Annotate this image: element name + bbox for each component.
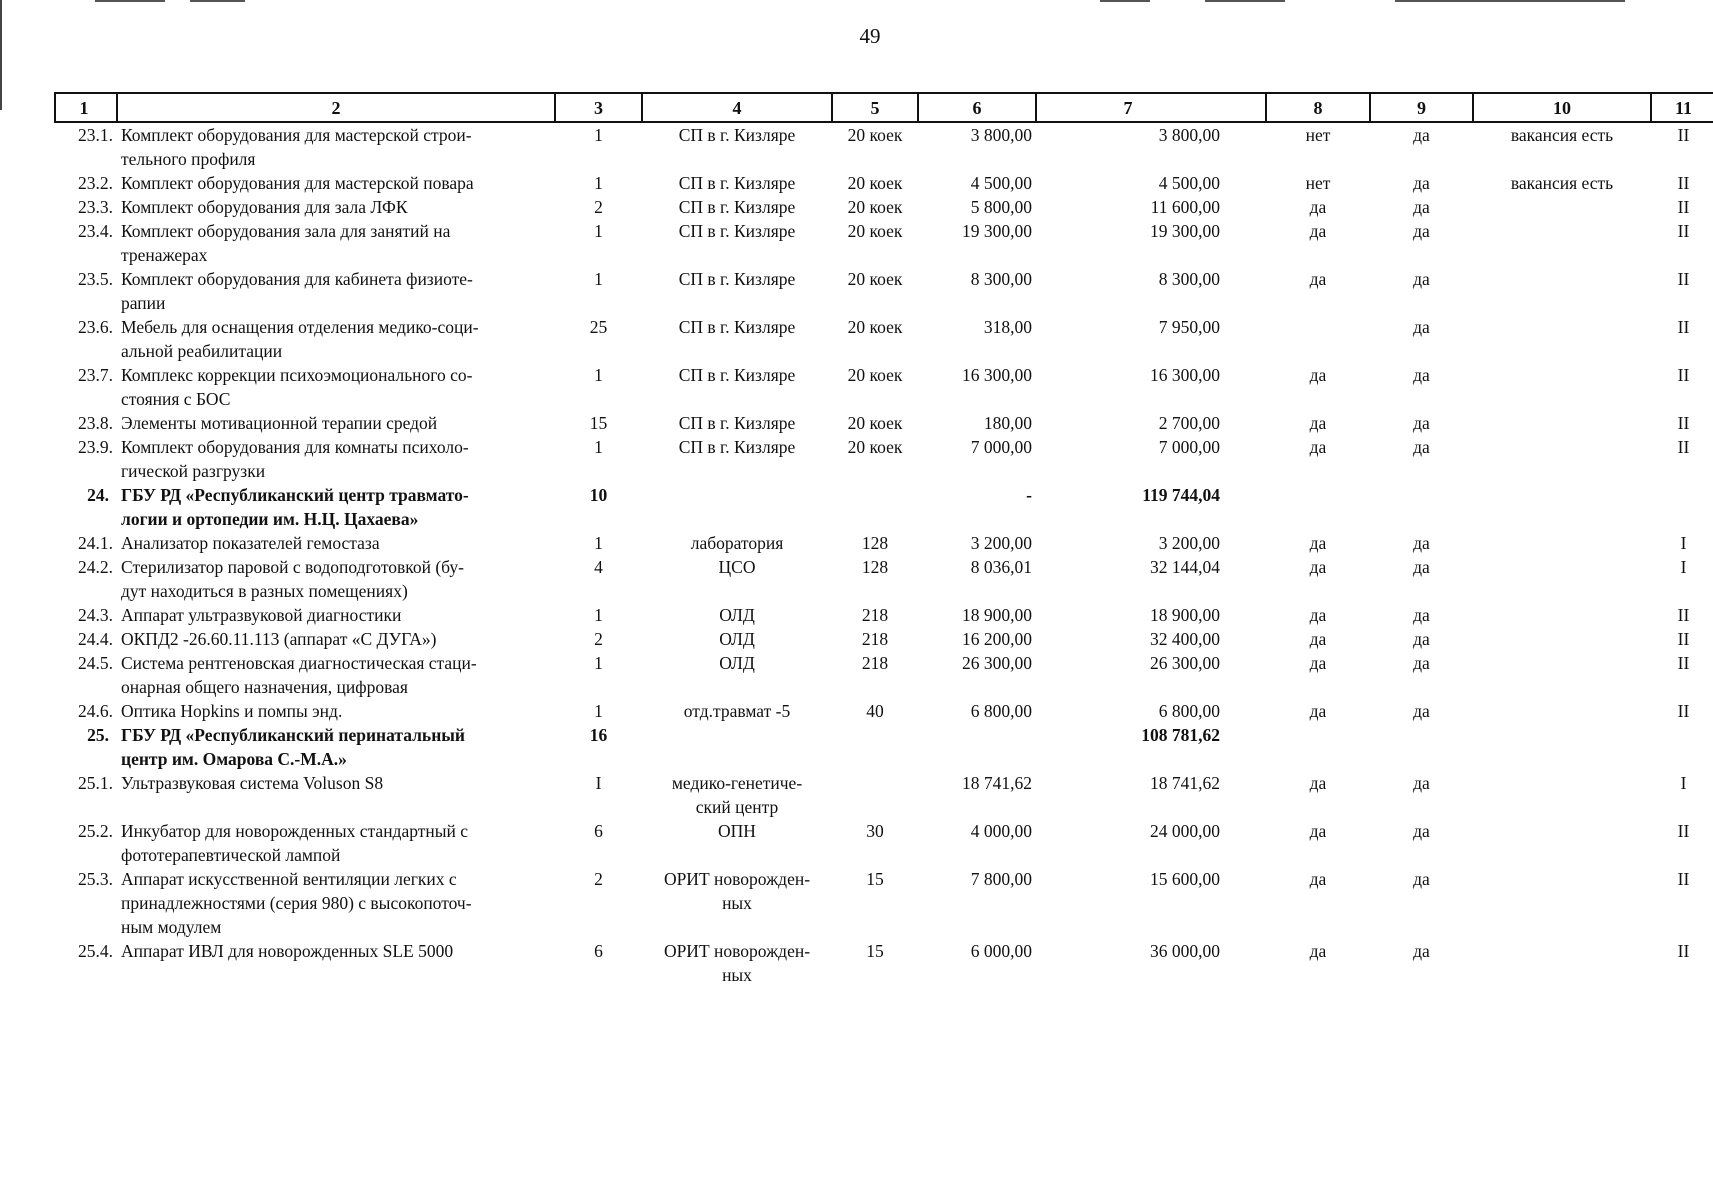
total-cost: 19 300,00 [1150,221,1220,241]
total-cost: 3 800,00 [1158,125,1220,145]
column-9-value [1370,723,1473,771]
top-rule [1205,0,1285,2]
column-8-value: да [1309,437,1327,457]
table-row [55,435,1713,483]
equipment-name: Мебель для оснащения отделения медико-соци- альной реабилитации [121,317,479,361]
column-10-value: вакансия есть [1510,173,1614,193]
department: лаборатория [690,533,784,553]
quantity: 10 [589,485,608,505]
total-cost: 2 700,00 [1158,413,1220,433]
department [642,483,832,531]
department: ОРИТ новорожден- ных [663,941,811,985]
column-8-value: да [1309,629,1327,649]
total-cost: 18 741,62 [1150,773,1220,793]
total-cost: 32 400,00 [1150,629,1220,649]
row-number: 23.3. [78,197,113,217]
unit-price: 19 300,00 [962,221,1032,241]
department: ЦСО [718,557,756,577]
equipment-table-sheet [54,92,1692,987]
column-8-value: да [1309,557,1327,577]
unit-price: 180,00 [983,413,1032,433]
total-cost: 7 000,00 [1158,437,1220,457]
category: II [1677,365,1690,385]
bed-count [832,483,918,531]
equipment-name: ГБУ РД «Республиканский перинатальный центр им. Омарова С.-М.А.» [121,725,466,769]
department: СП в г. Кизляре [678,365,796,385]
table-row [55,771,1713,819]
column-10-value [1473,819,1651,867]
total-cost: 7 950,00 [1158,317,1220,337]
equipment-name: Система рентгеновская диагностическая стаци- онарная общего назначения, цифровая [121,653,477,697]
column-8-value [1266,315,1370,363]
column-9-value: да [1413,629,1430,649]
quantity: 15 [589,413,608,433]
institution-row [55,723,1713,771]
department: ОРИТ новорожден- ных [663,869,811,913]
unit-price: 8 036,01 [970,557,1032,577]
quantity: I [595,773,602,793]
bed-count: 20 коек [847,437,903,457]
category: II [1677,629,1690,649]
category: II [1677,269,1690,289]
total-cost: 8 300,00 [1158,269,1220,289]
column-10-value [1473,555,1651,603]
column-8-value: да [1309,413,1327,433]
column-10-value [1473,483,1651,531]
table-row [55,651,1713,699]
total-cost: 32 144,04 [1150,557,1220,577]
equipment-name: Аппарат ИВЛ для новорожденных SLE 5000 [121,941,454,961]
unit-price: 26 300,00 [962,653,1032,673]
column-9-value: да [1413,173,1430,193]
column-8-value: да [1309,869,1327,889]
top-rule [1100,0,1150,2]
department: СП в г. Кизляре [678,125,796,145]
column-8-value: да [1309,941,1327,961]
equipment-name: Элементы мотивационной терапии средой [121,413,438,433]
column-9-value: да [1413,605,1430,625]
bed-count: 15 [866,941,884,961]
unit-price: 4 500,00 [970,173,1032,193]
table-row [55,867,1713,939]
quantity: 2 [594,869,603,889]
row-number: 23.6. [78,317,113,337]
column-header: 3 [555,93,642,122]
column-header: 10 [1473,93,1651,122]
total-cost: 15 600,00 [1150,869,1220,889]
quantity: 2 [594,629,603,649]
column-10-value [1473,195,1651,219]
table-row [55,699,1713,723]
column-header: 1 [55,93,117,122]
column-8-value: да [1309,605,1327,625]
column-header: 8 [1266,93,1370,122]
unit-price: 4 000,00 [970,821,1032,841]
bed-count: 20 коек [847,413,903,433]
column-8-value: да [1309,773,1327,793]
category: II [1677,197,1690,217]
quantity: 16 [589,725,608,745]
column-8-value: нет [1305,125,1331,145]
unit-price: 18 741,62 [962,773,1032,793]
equipment-name: Комплект оборудования зала для занятий на тренажерах [121,221,451,265]
category: II [1677,701,1690,721]
table-header-row [55,93,1713,122]
row-number: 24.2. [78,557,113,577]
column-9-value: да [1413,773,1430,793]
column-10-value [1473,723,1651,771]
column-header: 2 [117,93,555,122]
column-8-value: да [1309,701,1327,721]
bed-count: 15 [866,869,884,889]
column-9-value [1370,483,1473,531]
column-9-value: да [1413,869,1430,889]
category: II [1677,221,1690,241]
unit-price: 318,00 [983,317,1032,337]
column-9-value: да [1413,821,1430,841]
bed-count: 30 [866,821,884,841]
row-number: 25.1. [78,773,113,793]
department: СП в г. Кизляре [678,437,796,457]
row-number: 24.5. [78,653,113,673]
column-10-value [1473,435,1651,483]
bed-count: 20 коек [847,125,903,145]
bed-count: 218 [861,653,889,673]
total-cost: 36 000,00 [1150,941,1220,961]
category: II [1677,413,1690,433]
table-row [55,531,1713,555]
column-10-value [1473,627,1651,651]
category: II [1677,317,1690,337]
unit-price: 18 900,00 [962,605,1032,625]
quantity: 2 [594,197,603,217]
bed-count: 20 коек [847,173,903,193]
equipment-name: Комплект оборудования для зала ЛФК [121,197,408,217]
unit-price: 3 800,00 [970,125,1032,145]
equipment-name: Комплект оборудования для комнаты психоло- гической разгрузки [121,437,469,481]
category: I [1680,533,1687,553]
column-8-value [1266,723,1370,771]
column-8-value: да [1309,269,1327,289]
table-row [55,363,1713,411]
column-9-value: да [1413,533,1430,553]
row-number: 23.8. [78,413,113,433]
equipment-name: Комплект оборудования для мастерской повара [121,173,474,193]
department: ОЛД [719,653,755,673]
equipment-name: Комплект оборудования для мастерской строи- тельного профиля [121,125,472,169]
department: СП в г. Кизляре [678,413,796,433]
row-number: 25. [87,725,109,745]
table-row [55,411,1713,435]
table-row [55,939,1713,987]
unit-price: 3 200,00 [970,533,1032,553]
column-header: 6 [918,93,1036,122]
column-8-value: да [1309,197,1327,217]
row-number: 25.2. [78,821,113,841]
row-number: 24.4. [78,629,113,649]
column-10-value [1473,699,1651,723]
table-row [55,555,1713,603]
unit-price: - [1026,485,1032,505]
quantity: 25 [589,317,608,337]
quantity: 1 [594,269,603,289]
table-row [55,122,1713,171]
column-header: 9 [1370,93,1473,122]
table-row [55,603,1713,627]
bed-count: 20 коек [847,317,903,337]
column-10-value [1473,267,1651,315]
equipment-name: ГБУ РД «Республиканский центр травмато- логии и ортопедии им. Н.Ц. Цахаева» [121,485,469,529]
row-number: 23.5. [78,269,113,289]
table-row [55,267,1713,315]
department: СП в г. Кизляре [678,197,796,217]
column-10-value [1473,219,1651,267]
bed-count: 128 [861,533,889,553]
bed-count: 20 коек [847,365,903,385]
column-9-value: да [1413,557,1430,577]
table-row [55,819,1713,867]
unit-price: 6 800,00 [970,701,1032,721]
total-cost: 108 781,62 [1141,725,1220,745]
unit-price: 16 300,00 [962,365,1032,385]
column-header: 11 [1651,93,1713,122]
quantity: 1 [594,605,603,625]
category [1651,723,1713,771]
quantity: 1 [594,125,603,145]
column-10-value [1473,531,1651,555]
total-cost: 4 500,00 [1158,173,1220,193]
department: СП в г. Кизляре [678,221,796,241]
department: ОЛД [719,629,755,649]
column-9-value: да [1413,413,1430,433]
top-rule [190,0,245,2]
total-cost: 26 300,00 [1150,653,1220,673]
column-10-value [1473,363,1651,411]
top-rule [1395,0,1625,2]
equipment-name: Аппарат ультразвуковой диагностики [121,605,402,625]
row-number: 23.2. [78,173,113,193]
bed-count [832,771,918,819]
column-8-value: да [1309,365,1327,385]
department: ОПН [718,821,756,841]
department: СП в г. Кизляре [678,173,796,193]
category: I [1680,773,1687,793]
quantity: 6 [594,941,603,961]
category: II [1677,125,1690,145]
total-cost: 3 200,00 [1158,533,1220,553]
quantity: 1 [594,365,603,385]
row-number: 23.1. [78,125,113,145]
column-10-value [1473,603,1651,627]
total-cost: 11 600,00 [1150,197,1220,217]
equipment-name: Оптика Hopkins и помпы энд. [121,701,343,721]
row-number: 24. [87,485,109,505]
column-9-value: да [1413,437,1430,457]
column-8-value: да [1309,221,1327,241]
column-8-value: да [1309,821,1327,841]
column-9-value: да [1413,317,1430,337]
department: отд.травмат -5 [683,701,791,721]
table-row [55,315,1713,363]
row-number: 24.6. [78,701,113,721]
unit-price: 6 000,00 [970,941,1032,961]
bed-count: 128 [861,557,889,577]
table-body [55,122,1713,987]
equipment-name: Инкубатор для новорожденных стандартный с фототерапевтической лампой [121,821,469,865]
column-10-value: вакансия есть [1510,125,1614,145]
equipment-name: Ультразвуковая система Voluson S8 [121,773,384,793]
quantity: 4 [594,557,603,577]
category: II [1677,869,1690,889]
equipment-name: Комплект оборудования для кабинета физиоте- рапии [121,269,473,313]
column-10-value [1473,867,1651,939]
bed-count: 218 [861,629,889,649]
equipment-name: Комплекс коррекции психоэмоционального со- стояния с БОС [121,365,473,409]
column-9-value: да [1413,197,1430,217]
equipment-name: ОКПД2 -26.60.11.113 (аппарат «С ДУГА») [121,629,437,649]
row-number: 25.3. [78,869,113,889]
category: II [1677,173,1690,193]
total-cost: 24 000,00 [1150,821,1220,841]
total-cost: 16 300,00 [1150,365,1220,385]
bed-count: 20 коек [847,197,903,217]
column-9-value: да [1413,701,1430,721]
column-header: 7 [1036,93,1266,122]
unit-price: 8 300,00 [970,269,1032,289]
category: II [1677,653,1690,673]
department: СП в г. Кизляре [678,317,796,337]
equipment-name: Стерилизатор паровой с водоподготовкой (бу- дут находиться в разных помещениях) [121,557,464,601]
total-cost: 18 900,00 [1150,605,1220,625]
table-row [55,627,1713,651]
category [1651,483,1713,531]
category: II [1677,941,1690,961]
quantity: 1 [594,701,603,721]
scan-edge-left [0,0,2,110]
column-9-value: да [1413,653,1430,673]
column-9-value: да [1413,221,1430,241]
unit-price: 16 200,00 [962,629,1032,649]
category: I [1680,557,1687,577]
unit-price [918,723,1036,771]
column-10-value [1473,939,1651,987]
top-rule [95,0,165,2]
bed-count: 20 коек [847,221,903,241]
unit-price: 7 000,00 [970,437,1032,457]
quantity: 1 [594,173,603,193]
bed-count: 40 [866,701,884,721]
category: II [1677,821,1690,841]
column-header: 4 [642,93,832,122]
total-cost: 119 744,04 [1142,485,1220,505]
department [642,723,832,771]
quantity: 1 [594,221,603,241]
table-row [55,195,1713,219]
bed-count: 20 коек [847,269,903,289]
column-10-value [1473,411,1651,435]
column-9-value: да [1413,125,1430,145]
column-9-value: да [1413,365,1430,385]
column-8-value: нет [1305,173,1331,193]
category: II [1677,437,1690,457]
total-cost: 6 800,00 [1158,701,1220,721]
row-number: 23.9. [78,437,113,457]
row-number: 23.4. [78,221,113,241]
bed-count [832,723,918,771]
row-number: 24.1. [78,533,113,553]
column-10-value [1473,651,1651,699]
column-8-value: да [1309,653,1327,673]
table-row [55,171,1713,195]
page-number: 49 [859,24,881,48]
row-number: 24.3. [78,605,113,625]
column-header: 5 [832,93,918,122]
row-number: 23.7. [78,365,113,385]
column-8-value [1266,483,1370,531]
department: медико-генетиче- ский центр [671,773,803,817]
category: II [1677,605,1690,625]
equipment-name: Аппарат искусственной вентиляции легких с принадлежностями (серия 980) с высокопоточ- ным модулем [121,869,472,937]
column-10-value [1473,315,1651,363]
quantity: 1 [594,533,603,553]
equipment-name: Анализатор показателей гемостаза [121,533,380,553]
unit-price: 5 800,00 [970,197,1032,217]
quantity: 6 [594,821,603,841]
quantity: 1 [594,437,603,457]
unit-price: 7 800,00 [970,869,1032,889]
column-9-value: да [1413,269,1430,289]
row-number: 25.4. [78,941,113,961]
quantity: 1 [594,653,603,673]
bed-count: 218 [861,605,889,625]
column-8-value: да [1309,533,1327,553]
department: СП в г. Кизляре [678,269,796,289]
department: ОЛД [719,605,755,625]
institution-row [55,483,1713,531]
equipment-table [54,92,1713,987]
column-9-value: да [1413,941,1430,961]
column-10-value [1473,771,1651,819]
table-row [55,219,1713,267]
